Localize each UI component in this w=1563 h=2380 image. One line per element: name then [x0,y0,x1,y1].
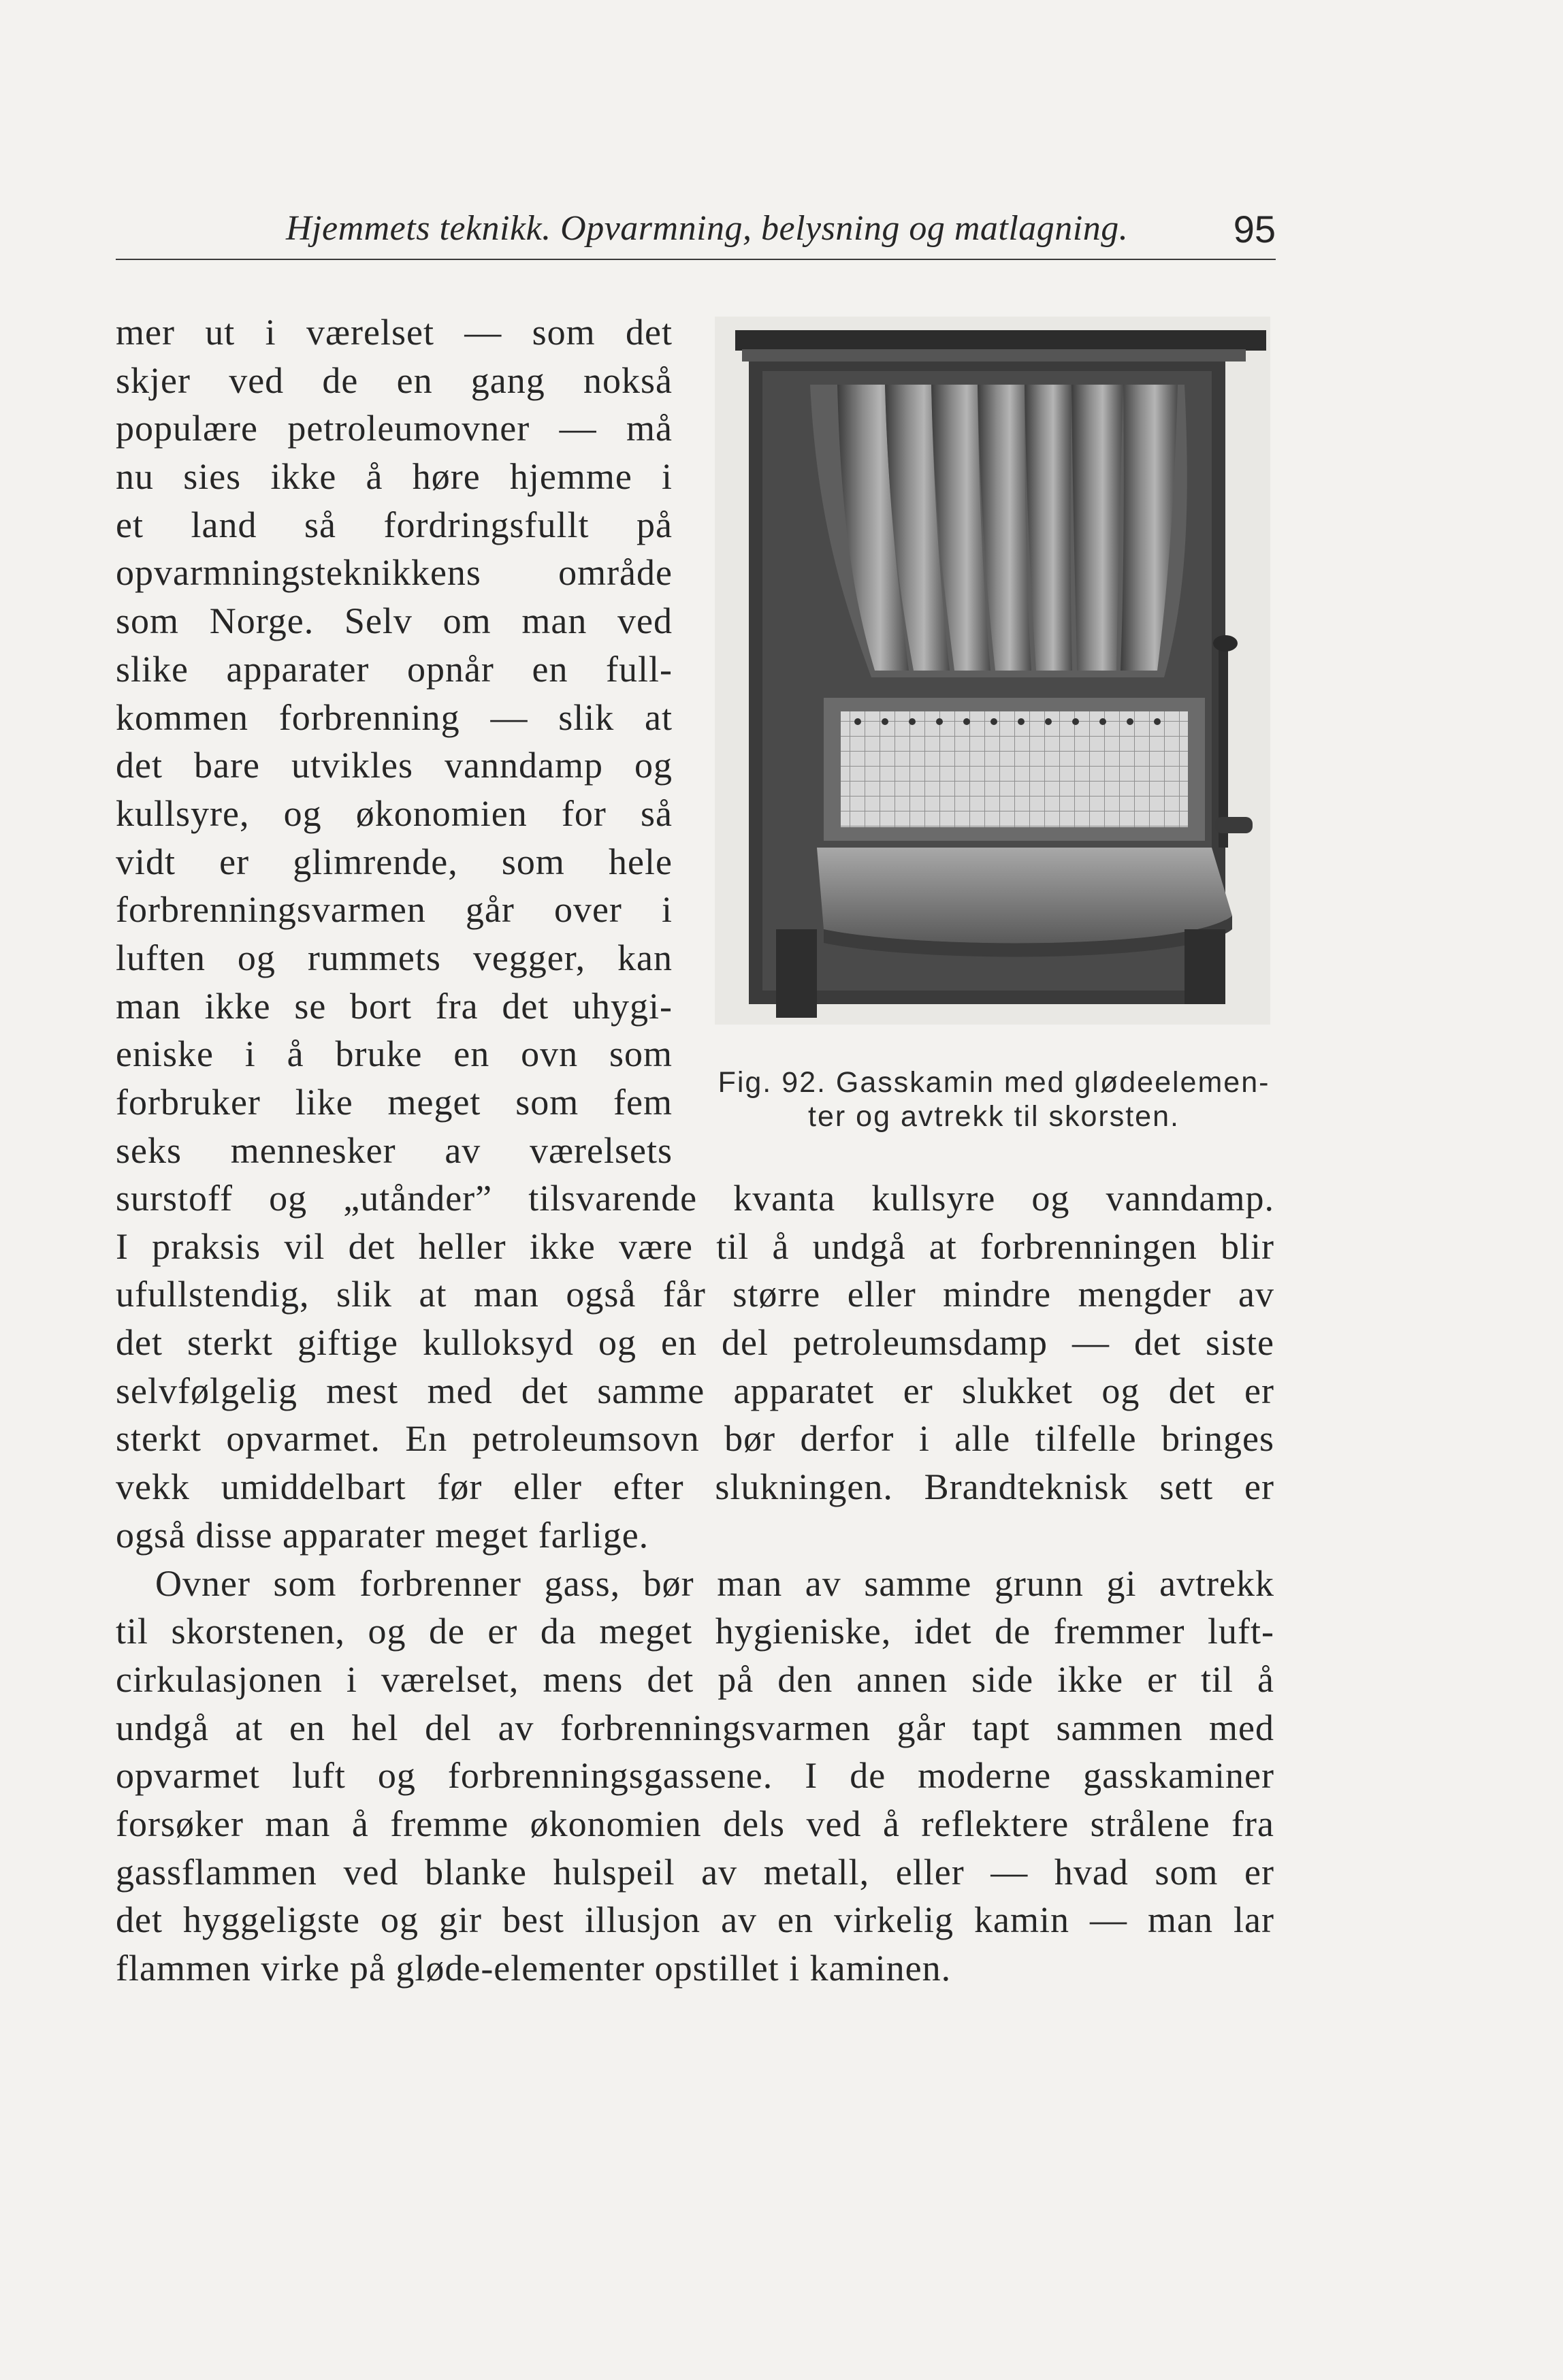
text-line: det bare utvikles vanndamp og [116,745,673,786]
text-line: cirkulasjonen i værelset, mens det på den annen side ikke er til å [116,1658,1274,1700]
text-line: flammen virke på gløde-elementer opstillet i kaminen. [116,1948,952,1989]
text-line: kommen forbrenning — slik at [116,696,673,738]
gas-fireplace-illustration [715,317,1270,1025]
text-line: forbruker like meget som fem [116,1082,673,1123]
running-head [116,204,1276,260]
text-line: sterkt opvarmet. En petroleumsovn bør derfor i alle tilfelle bringes [116,1418,1274,1460]
caption-line-1: Fig. 92. Gasskamin med glødeelemen- [718,1066,1270,1099]
body-text-narrow-column [116,308,673,1174]
page-number: 95 [1233,208,1276,251]
text-line: det sterkt giftige kulloksyd og en del petroleumsdamp — det siste [116,1322,1274,1364]
text-line: opvarmet luft og forbrenningsgassene. I de moderne gasskaminer [116,1755,1274,1797]
text-line: det hyggeligste og gir best illusjon av en virkelig kamin — man lar [116,1899,1274,1941]
text-line: vidt er glimrende, som hele [116,841,673,882]
caption-line-2: ter og avtrekk til skorsten. [808,1100,1180,1133]
text-line: luften og rummets vegger, kan [116,937,673,978]
figure-gas-fireplace [715,317,1270,1025]
text-line: mer ut i værelset — som det [116,312,673,353]
text-line: også disse apparater meget farlige. [116,1514,649,1556]
text-line: man ikke se bort fra det uhygi- [116,985,673,1027]
text-line: undgå at en hel del av forbrenningsvarmen går tapt sammen med [116,1707,1274,1748]
text-line: surstoff og „utånder” tilsvarende kvanta kullsyre og vanndamp. [116,1178,1274,1219]
body-text-full-width [116,1174,1274,1993]
text-line: skjer ved de en gang nokså [116,359,673,401]
text-line: som Norge. Selv om man ved [116,600,673,642]
text-line: seks mennesker av værelsets [116,1129,673,1171]
text-line: ufullstendig, slik at man også får større eller mindre mengder av [116,1274,1274,1315]
text-line: vekk umiddelbart før eller efter slukningen. Brandteknisk sett er [116,1466,1274,1508]
text-line: kullsyre, og økonomien for så [116,792,673,834]
figure-caption [708,1065,1280,1133]
text-line: slike apparater opnår en full- [116,648,673,690]
text-line: eniske i å bruke en ovn som [116,1033,673,1075]
text-line: nu sies ikke å høre hjemme i [116,456,673,498]
text-line: gassflammen ved blanke hulspeil av metall, eller — hvad som er [116,1851,1274,1893]
text-line: forsøker man å fremme økonomien dels ved å reflektere strålene fra [116,1803,1274,1844]
running-head-title: Hjemmets teknikk. Opvarmning, belysning og matlagning. [286,209,1129,248]
text-line: I praksis vil det heller ikke være til å undgå at forbrenningen blir [116,1225,1274,1267]
text-line: populære petroleumovner — må [116,408,673,449]
text-line: et land så fordringsfullt på [116,504,673,545]
text-line: selvfølgelig mest med det samme apparatet er slukket og det er [116,1370,1274,1411]
text-line: Ovner som forbrenner gass, bør man av samme grunn gi avtrekk [155,1562,1274,1604]
text-line: til skorstenen, og de er da meget hygieniske, idet de fremmer luft- [116,1611,1274,1652]
text-line: opvarmningsteknikkens område [116,552,673,594]
text-line: forbrenningsvarmen går over i [116,889,673,931]
